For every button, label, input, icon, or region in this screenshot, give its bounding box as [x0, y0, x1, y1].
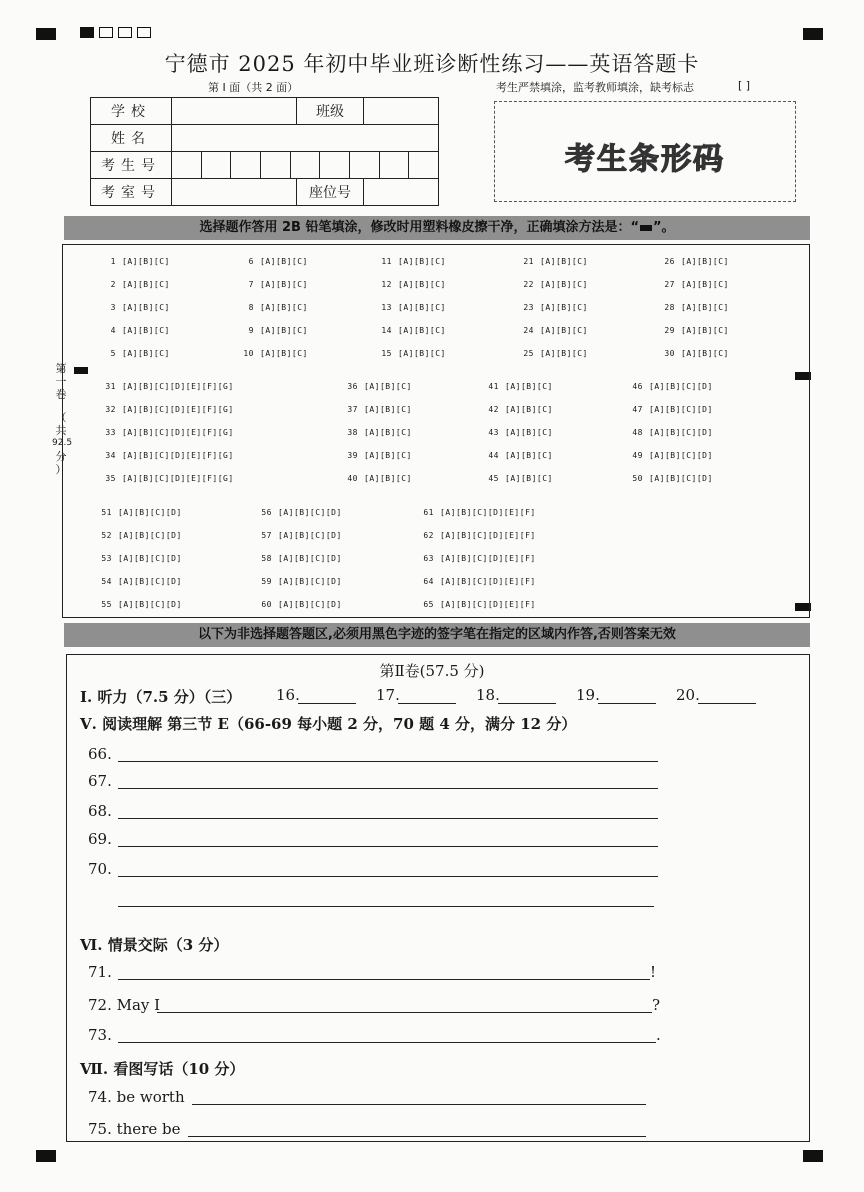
page-indicator-empty	[137, 27, 151, 38]
mc-options[interactable]: [A][B][C][D][E][F][G]	[122, 428, 234, 437]
mc-number: 38	[347, 428, 358, 437]
mc-question-23[interactable]	[516, 303, 588, 312]
mc-number: 65	[423, 600, 434, 609]
mc-number: 55	[101, 600, 112, 609]
mc-question-26[interactable]	[657, 257, 729, 266]
mc-options[interactable]: [A][B][C][D]	[649, 451, 713, 460]
listening-item: 16.	[276, 686, 300, 704]
mc-number: 30	[664, 349, 675, 358]
mc-question-32[interactable]	[98, 405, 234, 414]
mc-number: 40	[347, 474, 358, 483]
mc-number: 32	[105, 405, 116, 414]
mc-options[interactable]: [A][B][C][D][E][F][G]	[122, 474, 234, 483]
mc-number: 11	[381, 257, 392, 266]
mc-question-52[interactable]	[94, 531, 182, 540]
listening-item: 19.	[576, 686, 600, 704]
mc-number: 47	[632, 405, 643, 414]
mc-options[interactable]: [A][B][C]	[398, 349, 446, 358]
mc-options[interactable]: [A][B][C]	[398, 303, 446, 312]
mc-options[interactable]: [A][B][C]	[505, 405, 553, 414]
reading-item-label: 68.	[88, 802, 112, 820]
mc-question-55[interactable]	[94, 600, 182, 609]
listening-item: 18.	[476, 686, 500, 704]
dialogue-answer-line[interactable]	[118, 1042, 656, 1043]
mc-options[interactable]: [A][B][C][D][E][F]	[440, 508, 536, 517]
mc-question-61[interactable]	[416, 508, 536, 517]
mc-number: 41	[488, 382, 499, 391]
mc-question-50[interactable]	[625, 474, 713, 483]
mc-question-12[interactable]	[374, 280, 446, 289]
mc-number: 29	[664, 326, 675, 335]
mc-question-63[interactable]	[416, 554, 536, 563]
mc-options[interactable]: [A][B][C]	[540, 349, 588, 358]
listening-answer-line[interactable]	[398, 703, 456, 704]
mc-options[interactable]: [A][B][C][D]	[278, 600, 342, 609]
mc-question-11[interactable]	[374, 257, 446, 266]
mc-number: 64	[423, 577, 434, 586]
mc-question-5[interactable]	[98, 349, 170, 358]
room-no-field[interactable]	[172, 179, 297, 206]
mc-options[interactable]: [A][B][C]	[260, 257, 308, 266]
mc-options[interactable]: [A][B][C]	[364, 474, 412, 483]
mc-question-49[interactable]	[625, 451, 713, 460]
school-field[interactable]	[172, 98, 297, 125]
mc-options[interactable]: [A][B][C]	[122, 326, 170, 335]
mc-number: 37	[347, 405, 358, 414]
mc-options[interactable]: [A][B][C]	[681, 349, 729, 358]
dialogue-heading: Ⅵ. 情景交际（3 分）	[80, 936, 229, 954]
seat-no-field[interactable]	[364, 179, 439, 206]
section-one-side-label: 第 一 卷 （ 共 92.5 分 ）	[52, 362, 73, 476]
page-note: 第 I 面（共 2 面）	[208, 81, 299, 94]
absent-note: 考生严禁填涂，监考教师填涂，缺考标志	[496, 81, 694, 94]
listening-answer-line[interactable]	[298, 703, 356, 704]
corner-mark-top-left	[36, 28, 56, 40]
dialogue-answer-line[interactable]	[157, 1012, 652, 1013]
mc-number: 42	[488, 405, 499, 414]
mc-options[interactable]: [A][B][C][D]	[649, 428, 713, 437]
mc-options[interactable]: [A][B][C]	[681, 280, 729, 289]
mc-options[interactable]: [A][B][C][D][E][F]	[440, 600, 536, 609]
mc-number: 60	[261, 600, 272, 609]
mc-number: 26	[664, 257, 675, 266]
mc-number: 59	[261, 577, 272, 586]
mc-options[interactable]: [A][B][C][D][E][F]	[440, 531, 536, 540]
mc-options[interactable]: [A][B][C]	[364, 382, 412, 391]
mc-question-54[interactable]	[94, 577, 182, 586]
mc-options[interactable]: [A][B][C]	[122, 303, 170, 312]
mc-options[interactable]: [A][B][C][D]	[278, 577, 342, 586]
mc-number: 57	[261, 531, 272, 540]
mc-number: 58	[261, 554, 272, 563]
mc-question-43[interactable]	[481, 428, 553, 437]
mc-question-59[interactable]	[254, 577, 342, 586]
absent-mark-box[interactable]: [ ]	[738, 79, 751, 92]
barcode-area	[494, 101, 796, 202]
mc-number: 4	[110, 326, 116, 335]
mc-options[interactable]: [A][B][C]	[681, 257, 729, 266]
mc-number: 3	[110, 303, 116, 312]
mc-number: 45	[488, 474, 499, 483]
mc-number: 1	[110, 257, 116, 266]
mc-question-4[interactable]	[98, 326, 170, 335]
mc-number: 27	[664, 280, 675, 289]
writing-item-label: 74. be worth	[88, 1088, 185, 1106]
mc-number: 35	[105, 474, 116, 483]
listening-heading: Ⅰ. 听力（7.5 分）（三）	[80, 688, 242, 706]
mc-question-8[interactable]	[236, 303, 308, 312]
mc-question-45[interactable]	[481, 474, 553, 483]
mc-number: 10	[243, 349, 254, 358]
mc-number: 56	[261, 508, 272, 517]
mc-question-42[interactable]	[481, 405, 553, 414]
mc-question-51[interactable]	[94, 508, 182, 517]
class-field[interactable]	[364, 98, 439, 125]
mc-options[interactable]: [A][B][C]	[540, 280, 588, 289]
mc-question-1[interactable]	[98, 257, 170, 266]
mc-question-39[interactable]	[340, 451, 412, 460]
mc-options[interactable]: [A][B][C]	[505, 451, 553, 460]
mc-options[interactable]: [A][B][C]	[681, 326, 729, 335]
mc-options[interactable]: [A][B][C]	[398, 257, 446, 266]
school-label: 学校	[91, 98, 172, 125]
dialogue-end-punctuation: ?	[652, 996, 661, 1014]
mc-question-47[interactable]	[625, 405, 713, 414]
mc-number: 15	[381, 349, 392, 358]
reading-answer-line[interactable]	[118, 846, 658, 847]
mc-question-62[interactable]	[416, 531, 536, 540]
mc-options[interactable]: [A][B][C]	[260, 303, 308, 312]
mc-number: 12	[381, 280, 392, 289]
mc-number: 49	[632, 451, 643, 460]
mc-number: 52	[101, 531, 112, 540]
mc-question-9[interactable]	[236, 326, 308, 335]
mc-number: 7	[248, 280, 254, 289]
mc-options[interactable]: [A][B][C][D]	[278, 531, 342, 540]
mc-options[interactable]: [A][B][C]	[540, 326, 588, 335]
mc-options[interactable]: [A][B][C]	[260, 280, 308, 289]
mc-question-60[interactable]	[254, 600, 342, 609]
mc-question-37[interactable]	[340, 405, 412, 414]
mc-question-29[interactable]	[657, 326, 729, 335]
mc-question-34[interactable]	[98, 451, 234, 460]
mc-options[interactable]: [A][B][C]	[681, 303, 729, 312]
mc-question-58[interactable]	[254, 554, 342, 563]
mc-number: 36	[347, 382, 358, 391]
dialogue-item-label: 72. May I	[88, 996, 161, 1014]
mc-options[interactable]: [A][B][C][D]	[278, 554, 342, 563]
mc-options[interactable]: [A][B][C]	[364, 428, 412, 437]
mc-number: 2	[110, 280, 116, 289]
mc-question-15[interactable]	[374, 349, 446, 358]
mc-question-64[interactable]	[416, 577, 536, 586]
mc-number: 51	[101, 508, 112, 517]
reading-answer-line[interactable]	[118, 876, 658, 877]
mc-number: 13	[381, 303, 392, 312]
mc-number: 33	[105, 428, 116, 437]
exam-no-label: 考生号	[91, 152, 172, 179]
part-two-title: 第Ⅱ卷(57.5 分)	[379, 662, 485, 680]
mc-question-14[interactable]	[374, 326, 446, 335]
mc-options[interactable]: [A][B][C]	[122, 257, 170, 266]
mc-number: 23	[523, 303, 534, 312]
listening-answer-line[interactable]	[698, 703, 756, 704]
mc-number: 39	[347, 451, 358, 460]
mc-question-24[interactable]	[516, 326, 588, 335]
mc-question-25[interactable]	[516, 349, 588, 358]
mc-number: 54	[101, 577, 112, 586]
mc-question-35[interactable]	[98, 474, 234, 483]
page-indicator-filled	[80, 27, 94, 38]
name-label: 姓名	[91, 125, 172, 152]
mc-number: 46	[632, 382, 643, 391]
mc-number: 8	[248, 303, 254, 312]
mc-options[interactable]: [A][B][C]	[260, 326, 308, 335]
reading-answer-line[interactable]	[118, 761, 658, 762]
student-info-table	[90, 97, 439, 206]
listening-answer-line[interactable]	[498, 703, 556, 704]
mc-options[interactable]: [A][B][C][D]	[118, 554, 182, 563]
reading-item-label: 70.	[88, 860, 112, 878]
mc-question-44[interactable]	[481, 451, 553, 460]
mc-number: 50	[632, 474, 643, 483]
mc-options[interactable]: [A][B][C][D]	[649, 474, 713, 483]
mc-question-38[interactable]	[340, 428, 412, 437]
mc-question-22[interactable]	[516, 280, 588, 289]
mc-number: 28	[664, 303, 675, 312]
dialogue-end-punctuation: .	[656, 1026, 661, 1044]
mc-options[interactable]: [A][B][C]	[260, 349, 308, 358]
reading-answer-line[interactable]	[118, 788, 658, 789]
mc-options[interactable]: [A][B][C][D]	[118, 577, 182, 586]
mc-question-41[interactable]	[481, 382, 553, 391]
mc-options[interactable]: [A][B][C]	[364, 405, 412, 414]
mc-number: 61	[423, 508, 434, 517]
mc-question-21[interactable]	[516, 257, 588, 266]
mc-options[interactable]: [A][B][C][D]	[118, 600, 182, 609]
dialogue-item-label: 73.	[88, 1026, 112, 1044]
mc-options[interactable]: [A][B][C][D][E][F]	[440, 577, 536, 586]
mc-question-57[interactable]	[254, 531, 342, 540]
mc-number: 43	[488, 428, 499, 437]
corner-mark-top-right	[803, 28, 823, 40]
mc-number: 22	[523, 280, 534, 289]
mc-question-2[interactable]	[98, 280, 170, 289]
mc-number: 6	[248, 257, 254, 266]
mc-question-31[interactable]	[98, 382, 234, 391]
page-indicator-empty	[99, 27, 113, 38]
mc-number: 31	[105, 382, 116, 391]
free-response-band: 以下为非选择题答题区,必须用黑色字迹的签字笔在指定的区域内作答,否则答案无效	[64, 623, 810, 647]
mc-options[interactable]: [A][B][C][D]	[649, 405, 713, 414]
reading-answer-line[interactable]	[118, 818, 658, 819]
reading-item-label: 67.	[88, 772, 112, 790]
class-label: 班级	[297, 98, 364, 125]
mc-question-30[interactable]	[657, 349, 729, 358]
barcode-label: 考生条形码	[565, 142, 725, 177]
name-field[interactable]	[172, 125, 439, 152]
corner-mark-bottom-right	[803, 1150, 823, 1162]
mc-options[interactable]: [A][B][C]	[364, 451, 412, 460]
mc-question-33[interactable]	[98, 428, 234, 437]
mc-question-56[interactable]	[254, 508, 342, 517]
fill-example	[640, 225, 652, 231]
mc-number: 9	[248, 326, 254, 335]
mc-number: 25	[523, 349, 534, 358]
room-no-label: 考室号	[91, 179, 172, 206]
listening-item: 17.	[376, 686, 400, 704]
mc-options[interactable]: [A][B][C]	[540, 303, 588, 312]
mc-question-7[interactable]	[236, 280, 308, 289]
mc-options[interactable]: [A][B][C]	[505, 474, 553, 483]
dialogue-answer-line[interactable]	[118, 979, 650, 980]
mc-number: 34	[105, 451, 116, 460]
mc-options[interactable]: [A][B][C][D][E][F][G]	[122, 382, 234, 391]
mc-question-65[interactable]	[416, 600, 536, 609]
mc-options[interactable]: [A][B][C]	[505, 428, 553, 437]
mc-number: 62	[423, 531, 434, 540]
seat-no-label: 座位号	[297, 179, 364, 206]
mc-options[interactable]: [A][B][C]	[122, 349, 170, 358]
mc-question-3[interactable]	[98, 303, 170, 312]
exam-no-boxes[interactable]	[172, 152, 439, 179]
mc-options[interactable]: [A][B][C]	[540, 257, 588, 266]
mc-number: 44	[488, 451, 499, 460]
page-indicator-empty	[118, 27, 132, 38]
mc-options[interactable]: [A][B][C]	[122, 280, 170, 289]
writing-answer-line[interactable]	[192, 1104, 646, 1105]
mc-number: 53	[101, 554, 112, 563]
answer-line-70-b[interactable]	[118, 906, 654, 907]
reading-item-label: 69.	[88, 830, 112, 848]
page-title: 宁德市 2025 年初中毕业班诊断性练习——英语答题卡	[164, 52, 700, 76]
mc-options[interactable]: [A][B][C][D][E][F]	[440, 554, 536, 563]
reading-item-label: 66.	[88, 745, 112, 763]
mc-number: 21	[523, 257, 534, 266]
mc-options[interactable]: [A][B][C]	[398, 280, 446, 289]
mc-options[interactable]: [A][B][C]	[398, 326, 446, 335]
mc-number: 24	[523, 326, 534, 335]
mc-question-6[interactable]	[236, 257, 308, 266]
mc-question-46[interactable]	[625, 382, 713, 391]
mc-question-40[interactable]	[340, 474, 412, 483]
reading-heading: Ⅴ. 阅读理解 第三节 E（66-69 每小题 2 分，70 题 4 分，满分 12 分）	[80, 715, 577, 733]
mc-question-48[interactable]	[625, 428, 713, 437]
mc-question-27[interactable]	[657, 280, 729, 289]
listening-answer-line[interactable]	[598, 703, 656, 704]
corner-mark-bottom-left	[36, 1150, 56, 1162]
writing-item-label: 75. there be	[88, 1120, 181, 1138]
mc-number: 63	[423, 554, 434, 563]
mc-instruction-band: 选择题作答用 2B 铅笔填涂，修改时用塑料橡皮擦干净，正确填涂方法是：“ ”。	[64, 216, 810, 240]
mc-options[interactable]: [A][B][C][D]	[118, 508, 182, 517]
mc-options[interactable]: [A][B][C][D][E][F][G]	[122, 405, 234, 414]
mc-options[interactable]: [A][B][C][D]	[118, 531, 182, 540]
mc-options[interactable]: [A][B][C][D]	[649, 382, 713, 391]
dialogue-end-punctuation: !	[650, 963, 657, 981]
mc-number: 48	[632, 428, 643, 437]
dialogue-item-label: 71.	[88, 963, 112, 981]
mc-question-28[interactable]	[657, 303, 729, 312]
mc-options[interactable]: [A][B][C][D][E][F][G]	[122, 451, 234, 460]
listening-item: 20.	[676, 686, 700, 704]
mc-question-13[interactable]	[374, 303, 446, 312]
mc-options[interactable]: [A][B][C][D]	[278, 508, 342, 517]
writing-heading: Ⅶ. 看图写话（10 分）	[80, 1060, 245, 1078]
mc-number: 14	[381, 326, 392, 335]
mc-options[interactable]: [A][B][C]	[505, 382, 553, 391]
mc-number: 5	[110, 349, 116, 358]
mc-question-36[interactable]	[340, 382, 412, 391]
writing-answer-line[interactable]	[188, 1136, 646, 1137]
mc-question-10[interactable]	[236, 349, 308, 358]
mc-question-53[interactable]	[94, 554, 182, 563]
